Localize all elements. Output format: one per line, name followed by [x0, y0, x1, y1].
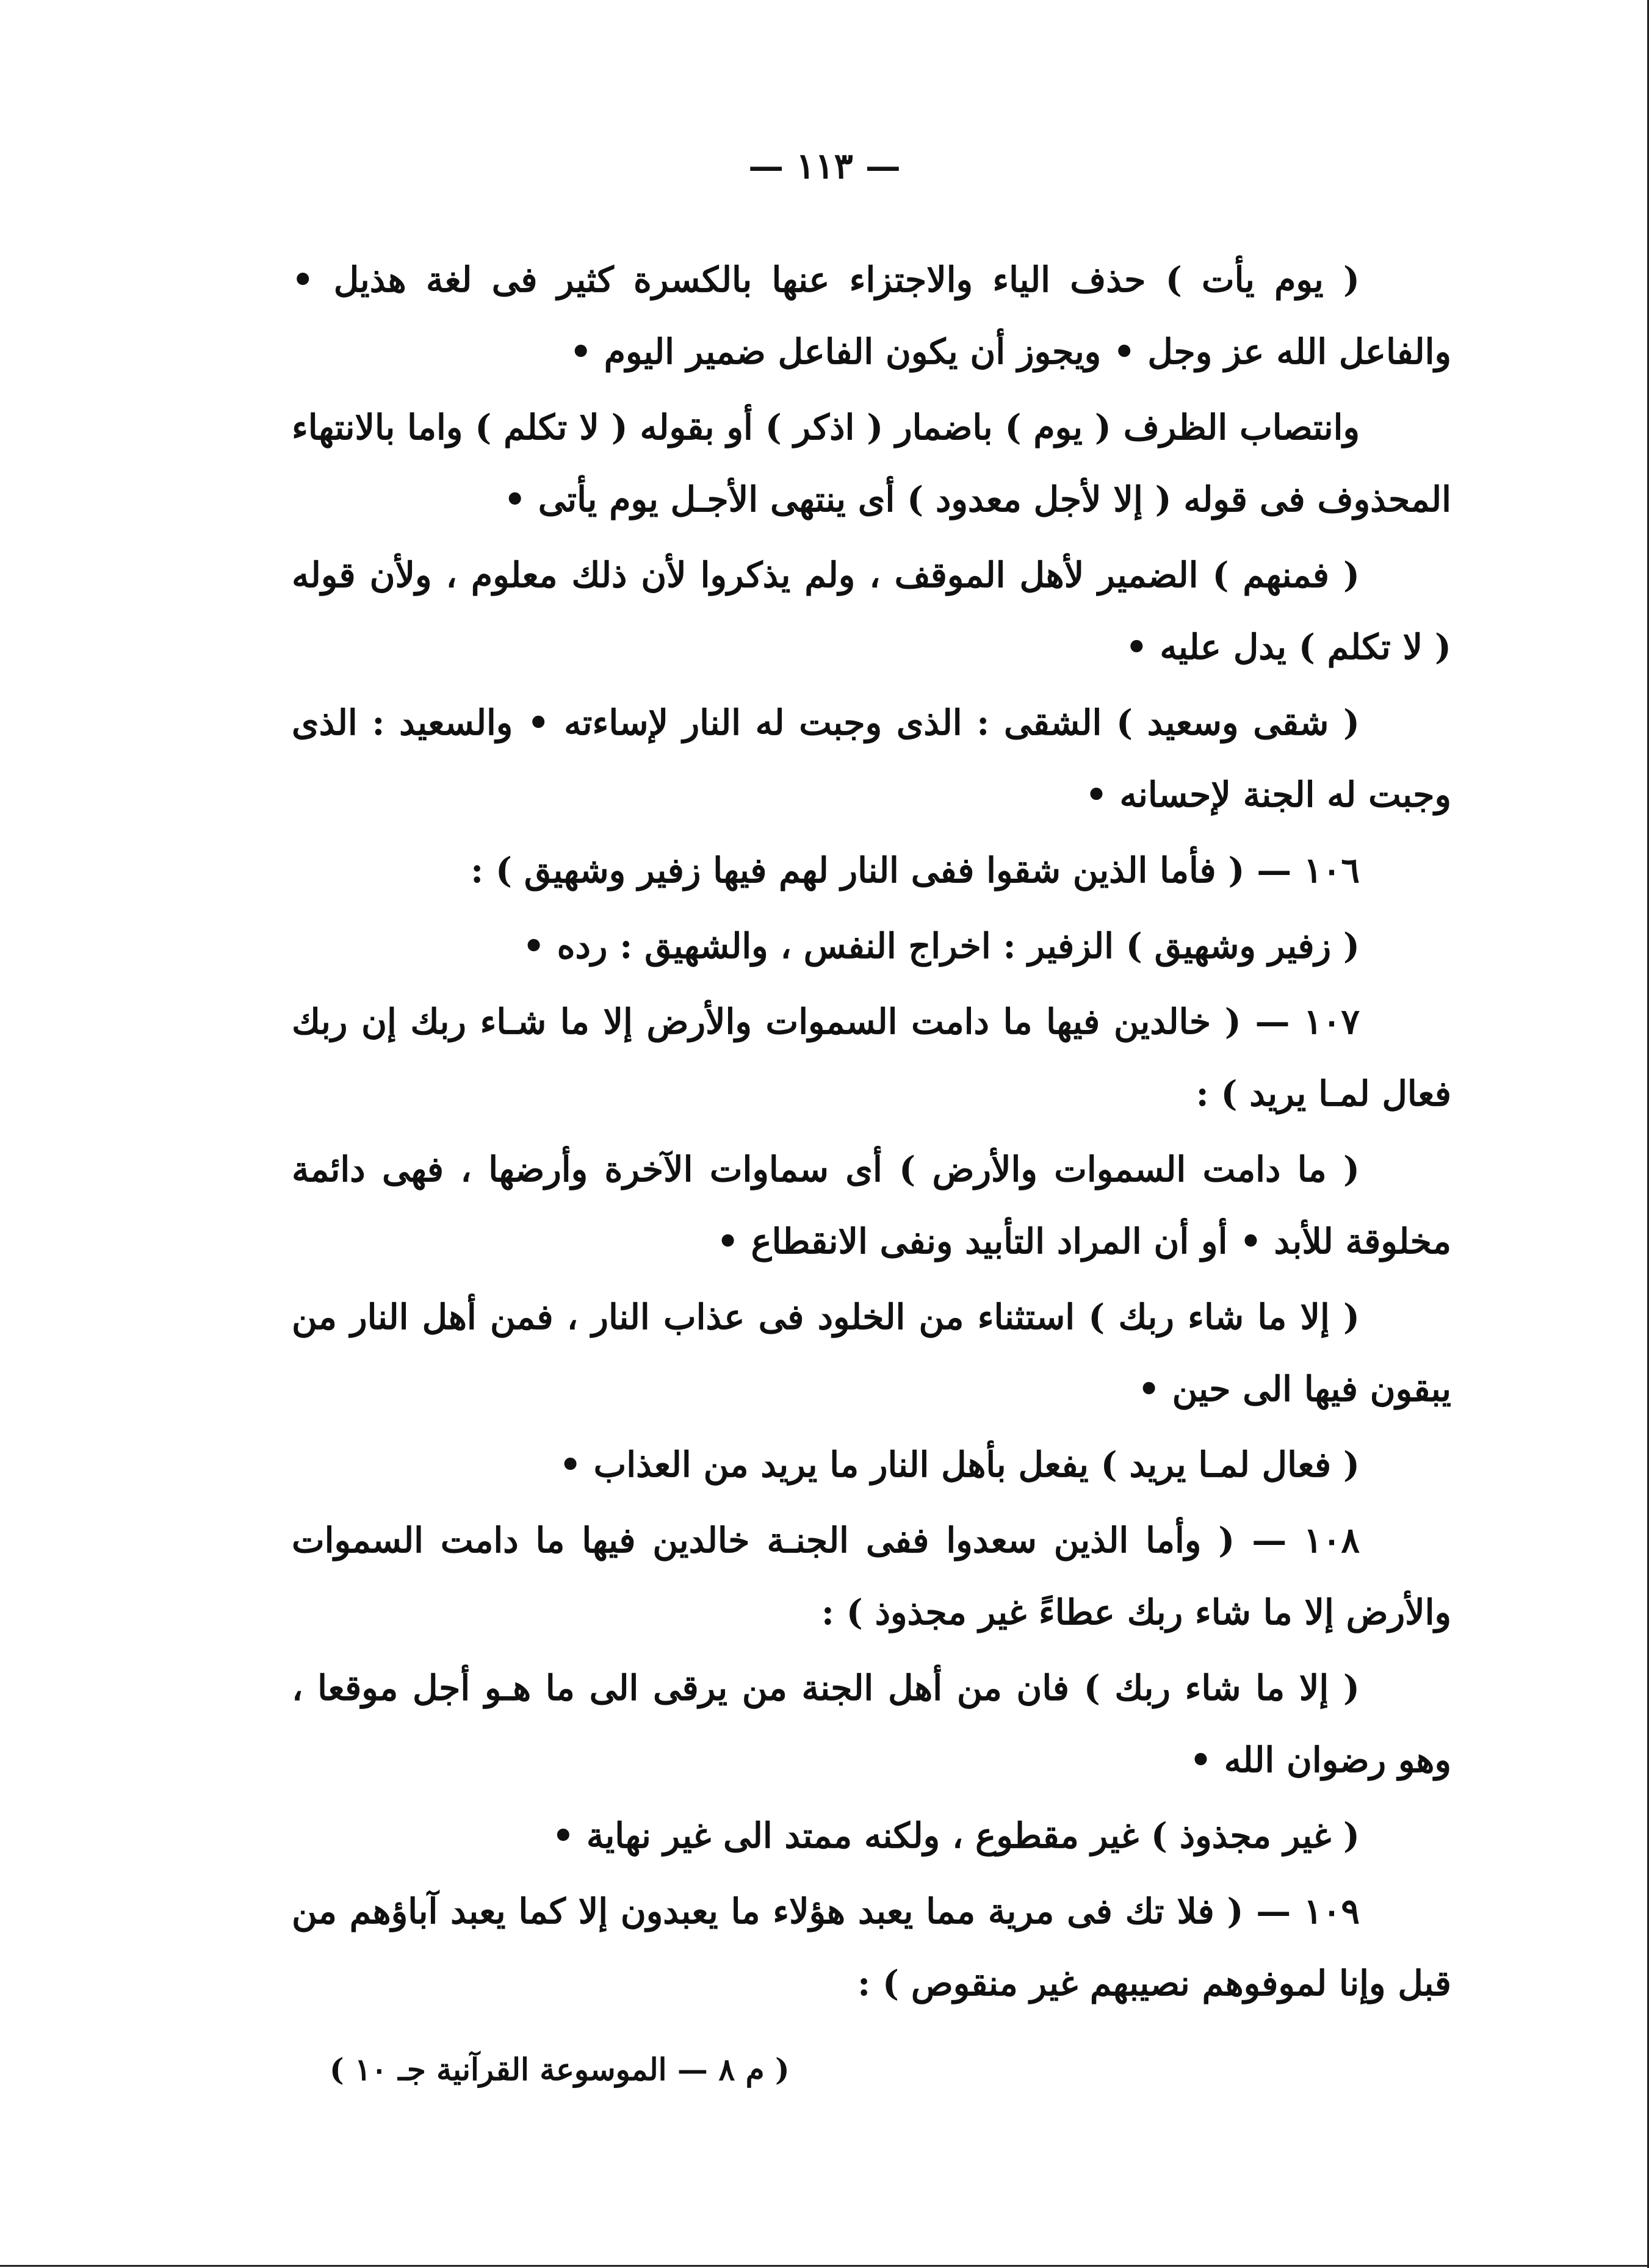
paragraph: ( يوم يأت ) حذف الياء والاجتزاء عنها بالكسرة كثير فى لغة هذيل • والفاعل الله عز وجل • ويجوز أن يكون الفاعل ضمير اليوم •: [292, 259, 1451, 372]
footer-note: ( م ٨ — الموسوعة القرآنية جـ ١٠ ): [330, 2051, 790, 2087]
paragraph: ( فعال لمـا يريد ) يفعل بأهل النار ما يريد من العذاب •: [559, 1444, 1360, 1485]
paragraph: ( زفير وشهيق ) الزفير : اخراج النفس ، والشهيق : رده •: [522, 926, 1360, 967]
verse-paragraph: ١٠٩ — ( فلا تك فى مرية مما يعبد هؤلاء ما يعبدون إلا كما يعبد آباؤهم من قبل وإنا لموفوهم نصيبهم غير منقوص ) :: [292, 1891, 1451, 2004]
body-text: [292, 244, 1451, 2023]
page-number: — ١١٣ —: [748, 145, 901, 187]
verse-paragraph: ١٠٨ — ( وأما الذين سعدوا ففى الجنـة خالدين فيها ما دامت السموات والأرض إلا ما شاء ربك عطاءً غير مجذوذ ) :: [292, 1520, 1451, 1633]
paragraph: ( غير مجذوذ ) غير مقطوع ، ولكنه ممتد الى غير نهاية •: [552, 1815, 1360, 1856]
paragraph: ( إلا ما شاء ربك ) فان من أهل الجنة من يرقى الى ما هـو أجل موقعا ، وهو رضوان الله •: [292, 1668, 1451, 1780]
paragraph: ( ما دامت السموات والأرض ) أى سماوات الآخرة وأرضها ، فهى دائمة مخلوقة للأبد • أو أن المراد التأبيد ونفى الانقطاع •: [292, 1149, 1451, 1262]
bottom-border: [0, 2265, 1649, 2267]
paragraph: ( فمنهم ) الضمير لأهل الموقف ، ولم يذكروا لأن ذلك معلوم ، ولأن قوله ( لا تكلم ) يدل عليه •: [292, 555, 1451, 668]
paragraph: ( إلا ما شاء ربك ) استثناء من الخلود فى عذاب النار ، فمن أهل النار من يبقون فيها الى حين •: [292, 1297, 1451, 1409]
verse-paragraph: ١٠٧ — ( خالدين فيها ما دامت السموات والأرض إلا ما شـاء ربك إن ربك فعال لمـا يريد ) :: [292, 1001, 1451, 1114]
paragraph: وانتصاب الظرف ( يوم ) باضمار ( اذكر ) أو بقوله ( لا تكلم ) واما بالانتهاء المحذوف فى قوله ( إلا لأجل معدود ) أى ينتهى الأجـل يوم يأتى •: [292, 407, 1451, 520]
verse-paragraph: ١٠٦ — ( فأما الذين شقوا ففى النار لهم فيها زفير وشهيق ) :: [471, 850, 1360, 891]
paragraph: ( شقى وسعيد ) الشقى : الذى وجبت له النار لإساءته • والسعيد : الذى وجبت له الجنة لإحسانه •: [292, 702, 1451, 815]
